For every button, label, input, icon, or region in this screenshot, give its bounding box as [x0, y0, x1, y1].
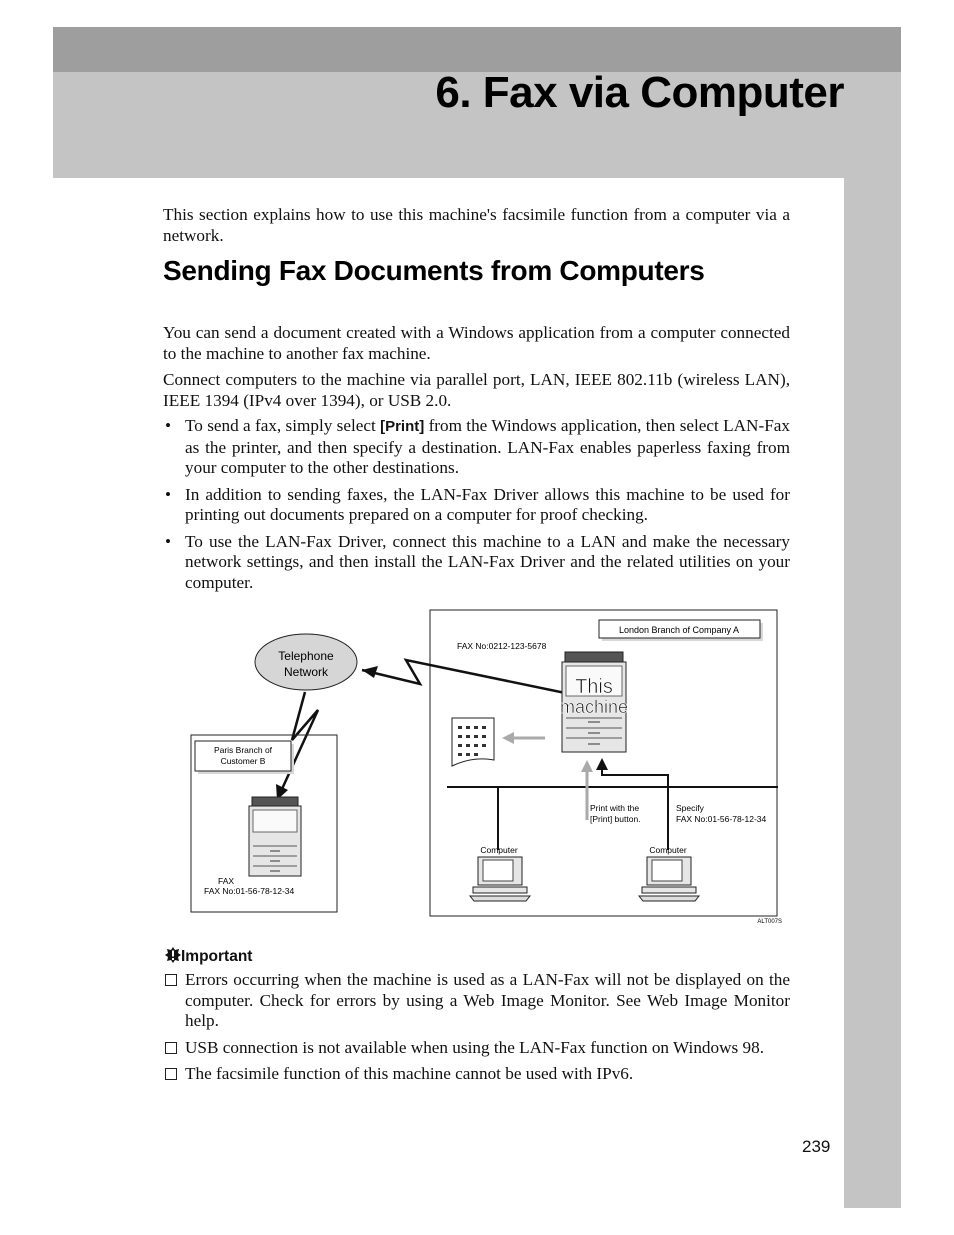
bullet-text-before: To send a fax, simply select — [185, 416, 381, 435]
important-burst-icon — [165, 947, 181, 963]
bullet-dot-icon: • — [165, 416, 172, 435]
bullet-text-after: from the Windows application, then select LAN-Fax as the printer, and then specify a destination. LAN-Fax enables paperless faxing from your computer to the other destinations. — [185, 416, 790, 477]
specify-note-1: Specify — [676, 803, 704, 813]
side-thumb-band — [844, 178, 901, 1208]
fax-number-b: FAX No:01-56-78-12-34 — [204, 886, 295, 896]
print-key-label: [Print] — [380, 418, 425, 435]
note-text: The facsimile function of this machine cannot be used with IPv6. — [185, 1064, 634, 1083]
telephone-network-label-2: Network — [283, 665, 329, 679]
london-branch-label: London Branch of Company A — [618, 625, 740, 635]
important-heading — [165, 947, 252, 966]
section-paragraph-1: You can send a document created with a Windows application from a computer connected to the machine to another fax machine. — [163, 323, 790, 363]
note-item — [163, 1064, 790, 1085]
bullet-list — [163, 416, 790, 599]
phone-line-to-machine — [362, 660, 575, 695]
customer-b-fax-machine-icon — [249, 797, 301, 876]
important-notes-list — [163, 970, 790, 1091]
bullet-text: In addition to sending faxes, the LAN-Fax Driver allows this machine to be used for printing out documents prepared on a computer for proof checking. — [185, 484, 790, 524]
bullet-item — [163, 416, 790, 479]
note-text: Errors occurring when the machine is used as a LAN-Fax will not be displayed on the computer. Check for errors by using a Web Image Monitor. See Web Image Monitor help. — [185, 970, 790, 1030]
paris-branch-label-2: Customer B — [220, 756, 266, 766]
phone-line-arrowhead — [362, 666, 378, 678]
telephone-network-label-1: Telephone — [278, 649, 334, 663]
note-item — [163, 970, 790, 1032]
bullet-item — [163, 532, 790, 594]
intro-paragraph: This section explains how to use this machine's facsimile function from a computer via a network. — [163, 205, 790, 245]
important-label: Important — [181, 948, 253, 965]
specify-note-2: FAX No:01-56-78-12-34 — [676, 814, 767, 824]
fax-number-a: FAX No:0212-123-5678 — [457, 641, 547, 651]
checkbox-square-icon — [165, 1042, 177, 1054]
print-output-arrowhead — [502, 732, 514, 744]
this-machine-label-2: machine — [559, 697, 629, 717]
computer-right-icon — [639, 857, 699, 901]
checkbox-square-icon — [165, 974, 177, 986]
this-machine-label-1: This — [575, 676, 613, 698]
figure-code: ALT007S — [757, 919, 782, 925]
bullet-text: To use the LAN-Fax Driver, connect this machine to a LAN and make the necessary network settings, and then install the LAN-Fax Driver and the related utilities on your computer. — [185, 531, 790, 592]
bullet-item — [163, 485, 790, 526]
print-note-1: Print with the — [590, 803, 640, 813]
computer-left-label: Computer — [480, 845, 518, 855]
page-number: 239 — [802, 1137, 831, 1156]
print-path-arrowhead — [581, 760, 593, 772]
chapter-title: 6. Fax via Computer — [435, 68, 844, 117]
computer-left-icon — [470, 857, 530, 901]
bullet-dot-icon: • — [165, 531, 172, 551]
header-top-strip — [53, 27, 901, 72]
note-text: USB connection is not available when using the LAN-Fax function on Windows 98. — [185, 1037, 764, 1057]
computer-right-label: Computer — [649, 845, 687, 855]
specify-path-arrowhead — [596, 758, 608, 770]
fax-label: FAX — [218, 876, 235, 886]
note-item — [163, 1038, 790, 1059]
section-heading: Sending Fax Documents from Computers — [163, 255, 705, 286]
lan-fax-diagram — [163, 600, 793, 935]
print-note-2: [Print] button. — [590, 814, 641, 824]
paris-branch-label-1: Paris Branch of — [213, 745, 273, 755]
section-paragraph-2: Connect computers to the machine via parallel port, LAN, IEEE 802.11b (wireless LAN), IEEE 1394 (IPv4 over 1394), or USB 2.0. — [163, 370, 790, 410]
printed-document-icon — [452, 718, 494, 766]
bullet-dot-icon: • — [165, 484, 172, 504]
checkbox-square-icon — [165, 1068, 177, 1080]
